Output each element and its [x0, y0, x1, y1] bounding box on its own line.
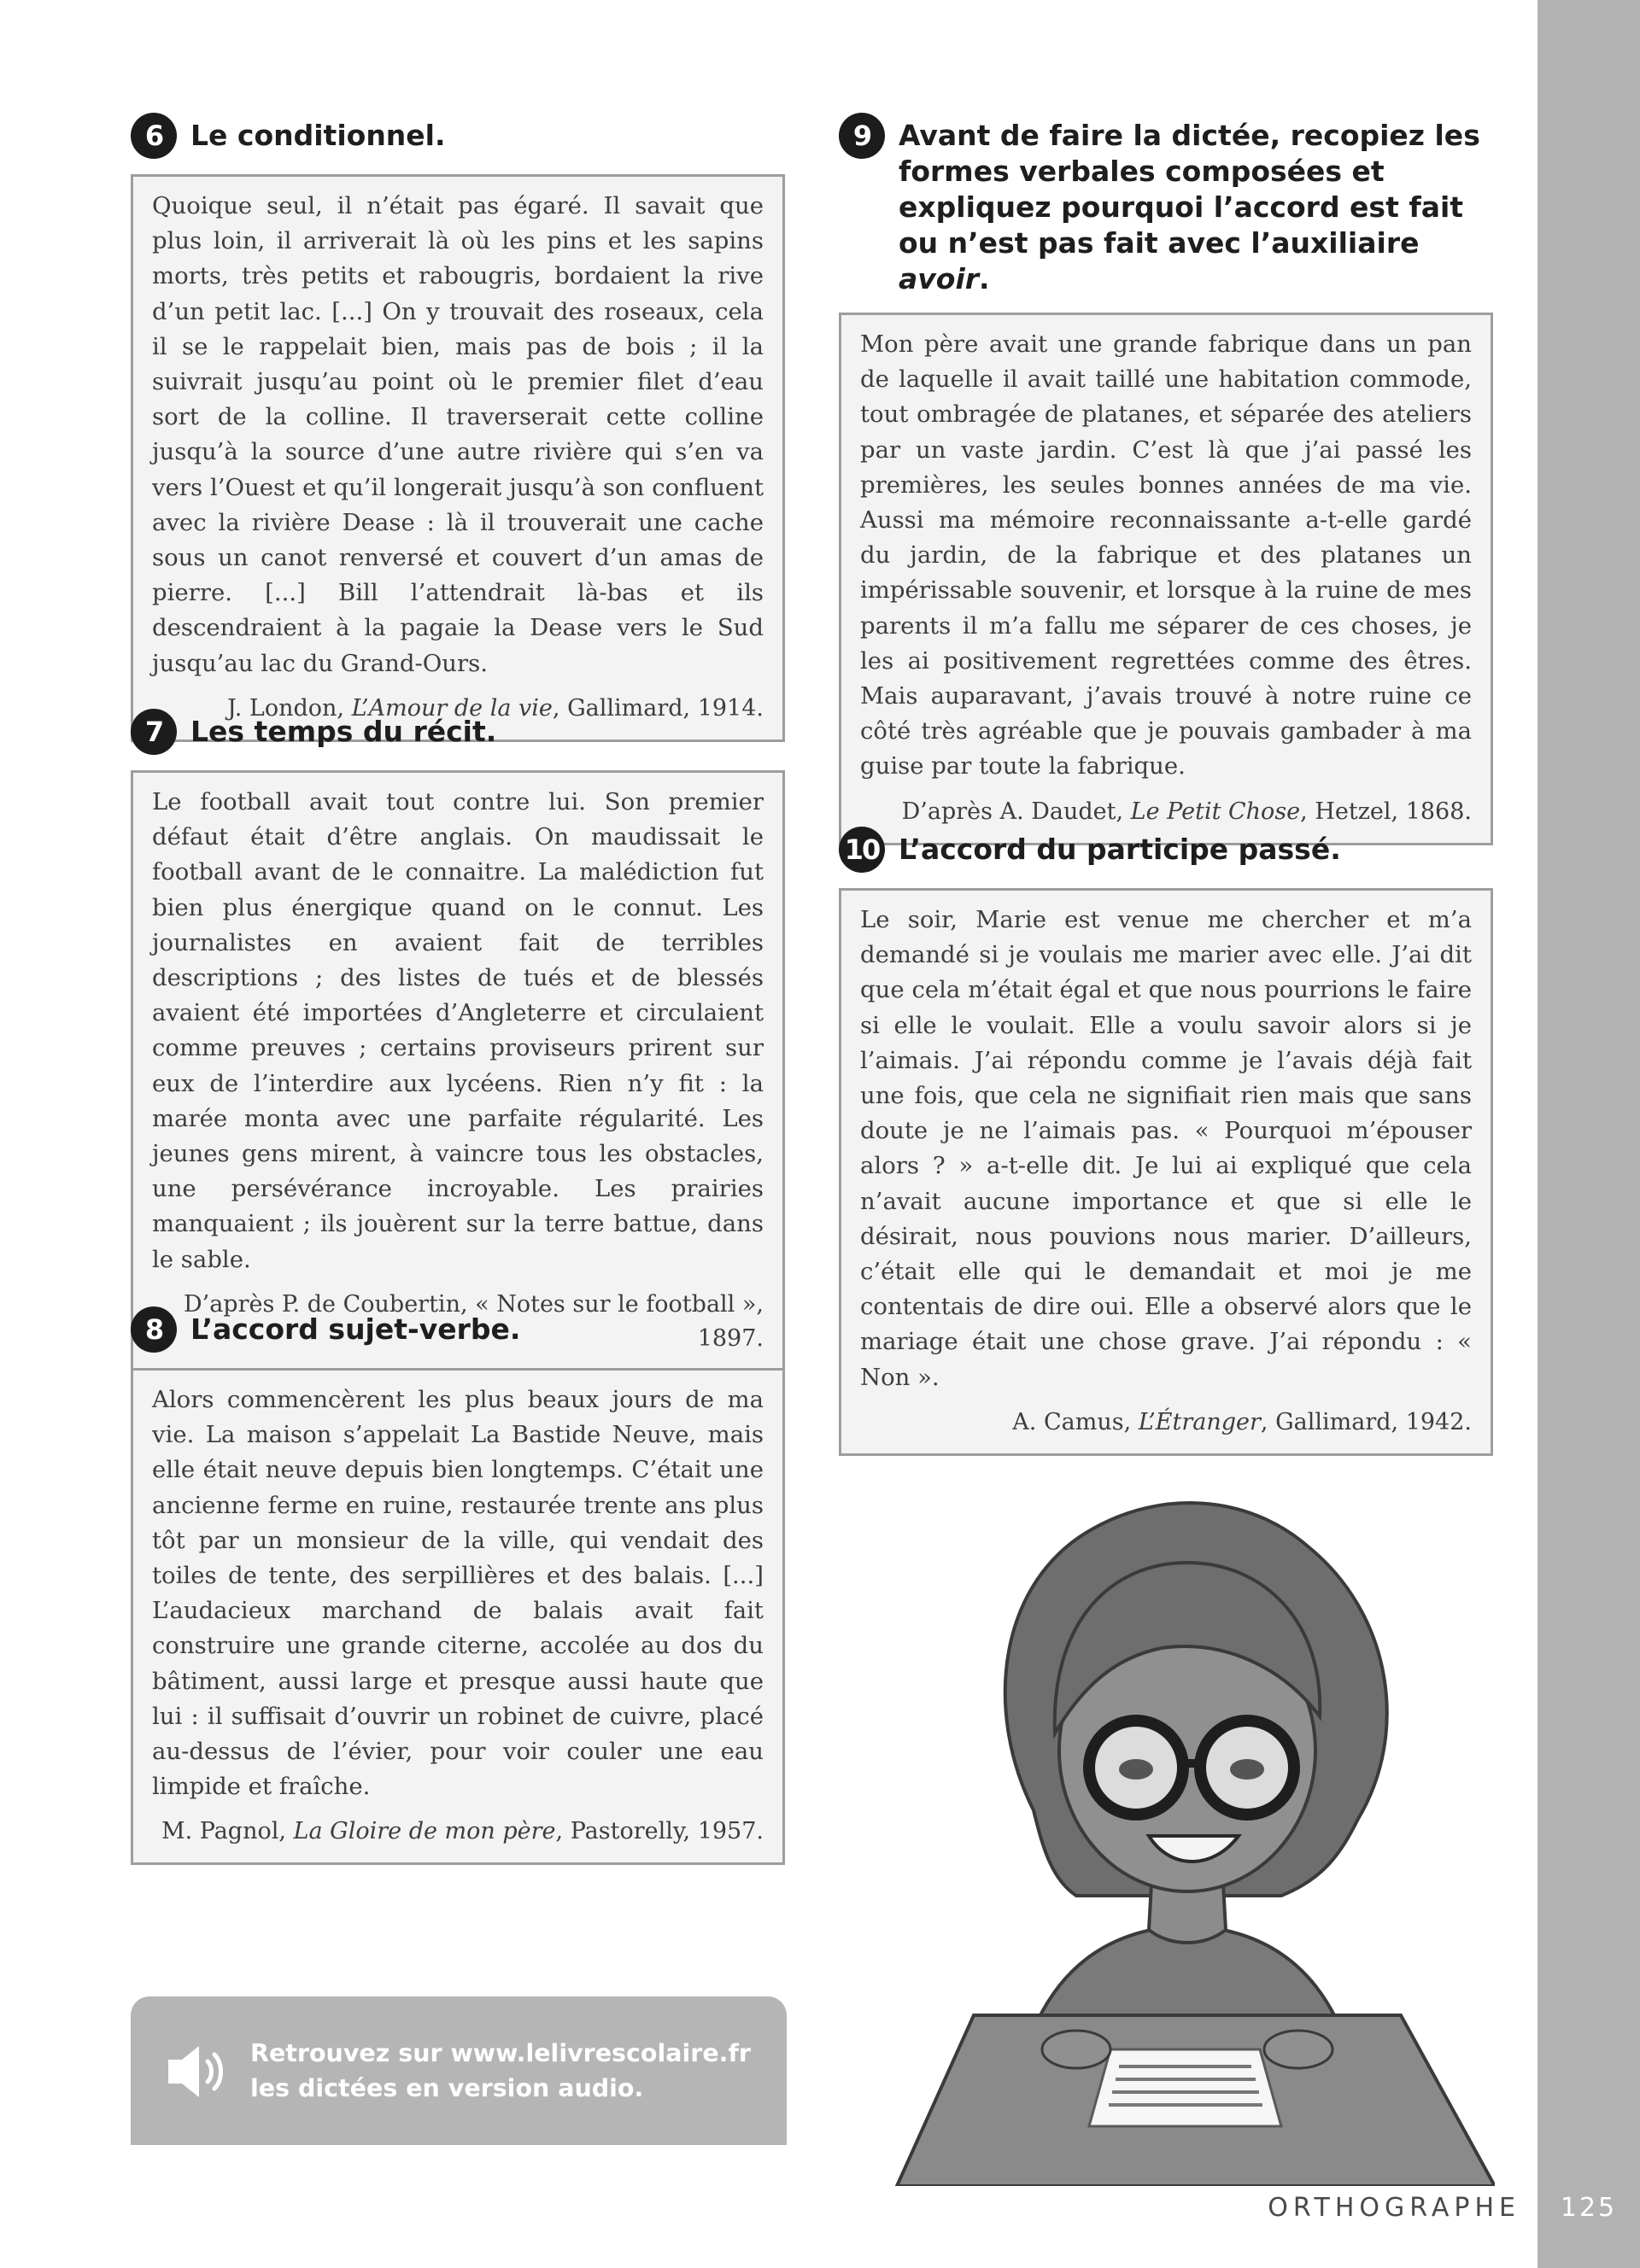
section-label: ORTHOGRAPHE	[1268, 2193, 1520, 2223]
exercise-title-emphasis: avoir	[899, 262, 980, 295]
exercise-number-badge: 6	[131, 113, 177, 159]
source-citation: D’après P. de Coubertin, « Notes sur le football », 1897.	[183, 1290, 764, 1352]
exercise-8-header	[131, 1312, 785, 1353]
source-author: D’après A. Daudet,	[901, 798, 1131, 825]
exercise-number-badge: 8	[131, 1306, 177, 1353]
girl-reading-illustration	[880, 1452, 1495, 2186]
dictation-text: Le football avait tout contre lui. Son premier défaut était d’être anglais. On maudissait le football avant de le connaitre. La malédiction fut bien plus énergique quand on le connut. Les journalistes en avaient fait de terribles descriptions ; des listes de tués et de blessés avaient été importées d’Angleterre et circulaient comme preuves ; certains proviseurs prirent sur eux de l’interdire aux lycéens. Rien n’y fit : la marée monta avec une parfaite régularité. Les jeunes gens mirent, à vaincre tous les obstacles, une persévérance incroyable. Les prairies manquaient ; ils jouèrent sur la terre battue, dans le sable.	[152, 788, 764, 1273]
exercise-10-header	[839, 832, 1493, 873]
exercise-9-header	[839, 118, 1493, 297]
exercise-title: Les temps du récit.	[190, 715, 497, 748]
exercise-7-header	[131, 714, 785, 755]
source-author: A. Camus,	[1012, 1408, 1139, 1435]
dictation-text: Le soir, Marie est venue me chercher et m’a demandé si je voulais me marier avec elle. J’ai dit que cela m’était égal et que nous pourrions le faire si elle le voulait. Elle a voulu savoir alors si je l’aimais. J’ai répondu comme je l’avais déjà fait une fois, que cela ne signifiait rien mais que sans doute je ne l’aimais pas. « Pourquoi m’épouser alors ? » a-t-elle dit. Je lui ai expliqué que cela n’avait aucune importance et que si elle le désirait, nous pouvions nous marier. D’ailleurs, c’était elle qui le demandait et moi je me contentais de dire oui. Elle a observé alors que le mariage était une chose grave. J’ai répondu : « Non ».	[860, 906, 1472, 1391]
text-box	[839, 313, 1493, 845]
source-author: M. Pagnol,	[161, 1818, 294, 1845]
exercise-title: L’accord sujet-verbe.	[190, 1312, 521, 1346]
exercise-10	[839, 832, 1493, 1456]
source-work: L’Étranger	[1138, 1408, 1261, 1435]
dictation-text: Alors commencèrent les plus beaux jours de ma vie. La maison s’appelait La Bastide Neuve, mais elle était neuve depuis bien longtemps. C’était une ancienne ferme en ruine, restaurée trente ans plus tôt par un monsieur de la ville, qui vendait des toiles de tente, des serpillières et des balais. [...] L’audacieux marchand de balais avait fait construire une grande citerne, accolée au dos du bâtiment, aussi large et presque aussi haute que lui : il suffisait d’ouvrir un robinet de cuivre, placé au-dessus de l’évier, pour voir couler une eau limpide et fraîche.	[152, 1386, 764, 1801]
audio-notice-text: Retrouvez sur www.lelivrescolaire.fr les dictées en version audio.	[250, 2039, 751, 2102]
source-citation	[860, 1406, 1472, 1440]
page-number: 125	[1560, 2193, 1618, 2223]
page-sidebar	[1538, 0, 1640, 2268]
source-citation	[860, 795, 1472, 829]
source-citation	[152, 1815, 764, 1849]
dictation-text: Quoique seul, il n’était pas égaré. Il savait que plus loin, il arriverait là où les pins et les sapins morts, très petits et rabougris, bordaient la rive d’un petit lac. [...] On y trouvait des roseaux, cela il se le rappelait bien, mais pas de bois ; il la suivrait jusqu’au point où le premier filet d’eau sort de la colline. Il traverserait cette colline jusqu’à la source d’une autre rivière qui s’en va vers l’Ouest et qu’il longerait jusqu’à son confluent avec la rivière Dease : là il trouverait une cache sous un canot renversé et couvert d’un amas de pierre. [...] Bill l’attendrait là-bas et ils descendraient à la pagaie la Dease vers le Sud jusqu’au lac du Grand-Ours.	[152, 192, 764, 677]
source-work: L’Amour de la vie	[351, 694, 553, 722]
text-box	[131, 174, 785, 742]
speaker-icon	[163, 2041, 231, 2102]
source-details: , Gallimard, 1914.	[552, 694, 764, 722]
exercise-title-main: Avant de faire la dictée, recopiez les formes verbales composées et expliquez pourquoi l’accord est fait ou n’est pas fait avec l’auxiliaire	[899, 119, 1480, 260]
exercise-title: Le conditionnel.	[190, 119, 446, 152]
dictation-text: Mon père avait une grande fabrique dans un pan de laquelle il avait taillé une habitation commode, tout ombragée de platanes, et séparée des ateliers par un vaste jardin. C’est là que j’ai passé les premières, les seules bonnes années de ma vie. Aussi ma mémoire reconnaissante a-t-elle gardé du jardin, de la fabrique et des platanes un impérissable souvenir, et lorsque à la ruine de mes parents il m’a fallu me séparer de ces choses, je les ai positivement regrettées comme des êtres. Mais auparavant, j’avais trouvé à notre ruine ce côté très agréable que je pouvais gambader à ma guise par toute la fabrique.	[860, 330, 1472, 780]
text-box	[131, 770, 785, 1372]
exercise-8	[131, 1312, 785, 1865]
exercise-title: L’accord du participe passé.	[899, 833, 1341, 866]
source-author: J. London,	[227, 694, 352, 722]
text-box	[131, 1368, 785, 1865]
source-details: , Pastorelly, 1957.	[555, 1818, 764, 1845]
exercise-9	[839, 118, 1493, 845]
exercise-6	[131, 118, 785, 742]
text-box	[839, 888, 1493, 1456]
exercise-number-badge: 7	[131, 709, 177, 755]
source-details: , Gallimard, 1942.	[1260, 1408, 1472, 1435]
exercise-title	[899, 118, 1493, 297]
source-details: , Hetzel, 1868.	[1300, 798, 1472, 825]
exercise-title-end: .	[979, 262, 990, 295]
exercise-7	[131, 714, 785, 1372]
source-work: La Gloire de mon père	[293, 1818, 556, 1845]
source-work: Le Petit Chose	[1130, 798, 1301, 825]
audio-notice	[131, 1996, 787, 2145]
exercise-number-badge: 9	[839, 113, 885, 159]
exercise-number-badge: 10	[839, 827, 885, 873]
exercise-6-header	[131, 118, 785, 159]
